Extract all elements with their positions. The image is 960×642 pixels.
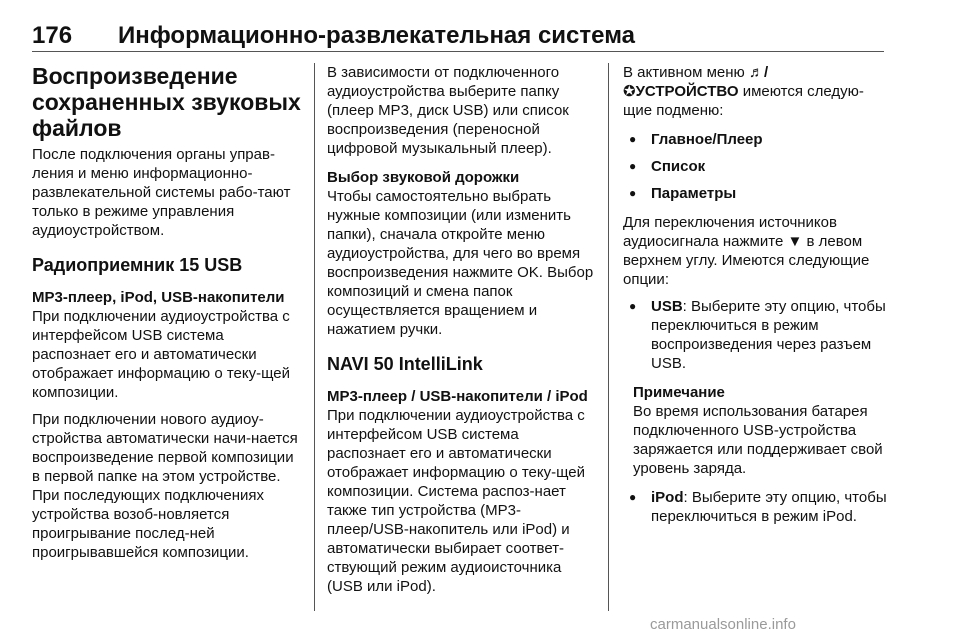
column-divider	[608, 63, 609, 611]
list-item: ● Список	[623, 157, 887, 176]
note-block	[623, 383, 887, 478]
lead-text: имеются следую-щие подменю:	[623, 83, 864, 119]
list-item: ● USB: Выберите эту опцию, чтобы переключиться в режим воспроизведения через разъем USB.	[623, 297, 887, 373]
section-heading: Радиоприемник 15 USB	[32, 255, 243, 275]
watermark: carmanualsonline.info	[650, 616, 796, 633]
subheading: Выбор звуковой дорожки	[327, 169, 520, 186]
triangle-down-icon: ▼	[787, 233, 803, 250]
section-heading: NAVI 50 IntelliLink	[327, 354, 483, 374]
paragraph: После подключения органы управ-ления и меню информационно-развлекательной системы рабо-тают только в режиме управления аудиоустройством.	[32, 146, 291, 239]
menu-name: УСТРОЙСТВО	[635, 83, 739, 100]
page-number: 176	[32, 22, 73, 49]
column-divider	[314, 63, 315, 611]
lead-text: В активном меню	[623, 64, 749, 81]
column-2	[327, 63, 595, 604]
note-title: Примечание	[633, 384, 725, 401]
chapter-title: Информационно-развлекательная система	[118, 22, 635, 49]
header-rule	[32, 51, 884, 52]
list-item: ● iPod: Выберите эту опцию, чтобы переключиться в режим iPod.	[623, 488, 887, 526]
paragraph: При подключении аудиоустройства с интерфейсом USB система распознает его и автоматически отображает информацию о теку-щей композиции. Система распоз-нает также тип устройства (MP3-плеер/USB-накопитель или iPod) и автоматически выбирает соответ-ствующий режим аудиоисточника (USB или iPod).	[327, 407, 585, 595]
music-note-icon: ♬/	[748, 64, 769, 81]
option-list	[623, 297, 887, 373]
paragraph: Для переключения источников аудиосигнала нажмите ▼ в левом верхнем углу. Имеются следующие опции:	[623, 214, 870, 288]
option-label: iPod	[651, 489, 684, 506]
note-text: Во время использования батарея подключенного USB-устройства заряжается или поддерживает свой уровень заряда.	[633, 403, 883, 477]
column-3	[623, 63, 887, 536]
paragraph: Чтобы самостоятельно выбрать нужные композиции (или изменить папки), сначала откройте меню аудиоустройства, для чего во время воспроизведения нажмите OK. Выбор композиций и смена папок осуществляется вращением и нажатием ручки.	[327, 188, 594, 338]
paragraph	[623, 63, 887, 120]
option-label: USB	[651, 298, 683, 315]
subheading: MP3-плеер / USB-накопители / iPod	[327, 388, 588, 405]
section-title: Воспроизведение сохраненных звуковых файлов	[32, 63, 301, 141]
device-icon: ✪	[623, 83, 636, 100]
list-item: ● Главное/Плеер	[623, 130, 887, 149]
column-1	[32, 63, 304, 570]
option-list	[623, 488, 887, 526]
page-header	[32, 22, 884, 50]
submenu-list	[623, 130, 887, 203]
list-item: ● Параметры	[623, 184, 887, 203]
paragraph: В зависимости от подключенного аудиоустройства выберите папку (плеер MP3, диск USB) или список воспроизведения (переносной цифровой музыкальный плеер).	[327, 64, 569, 157]
paragraph: При подключении аудиоустройства с интерфейсом USB система распознает его и автоматически отображает информацию о теку-щей композиции.	[32, 308, 290, 401]
paragraph: При подключении нового аудиоу-стройства автоматически начи-нается воспроизведение первой композиции в первой папке на этом устройстве. При последующих подключениях устройства возоб-новляется проигрывание послед-ней проигрывавшейся композиции.	[32, 411, 298, 561]
subheading: MP3-плеер, iPod, USB-накопители	[32, 289, 285, 306]
